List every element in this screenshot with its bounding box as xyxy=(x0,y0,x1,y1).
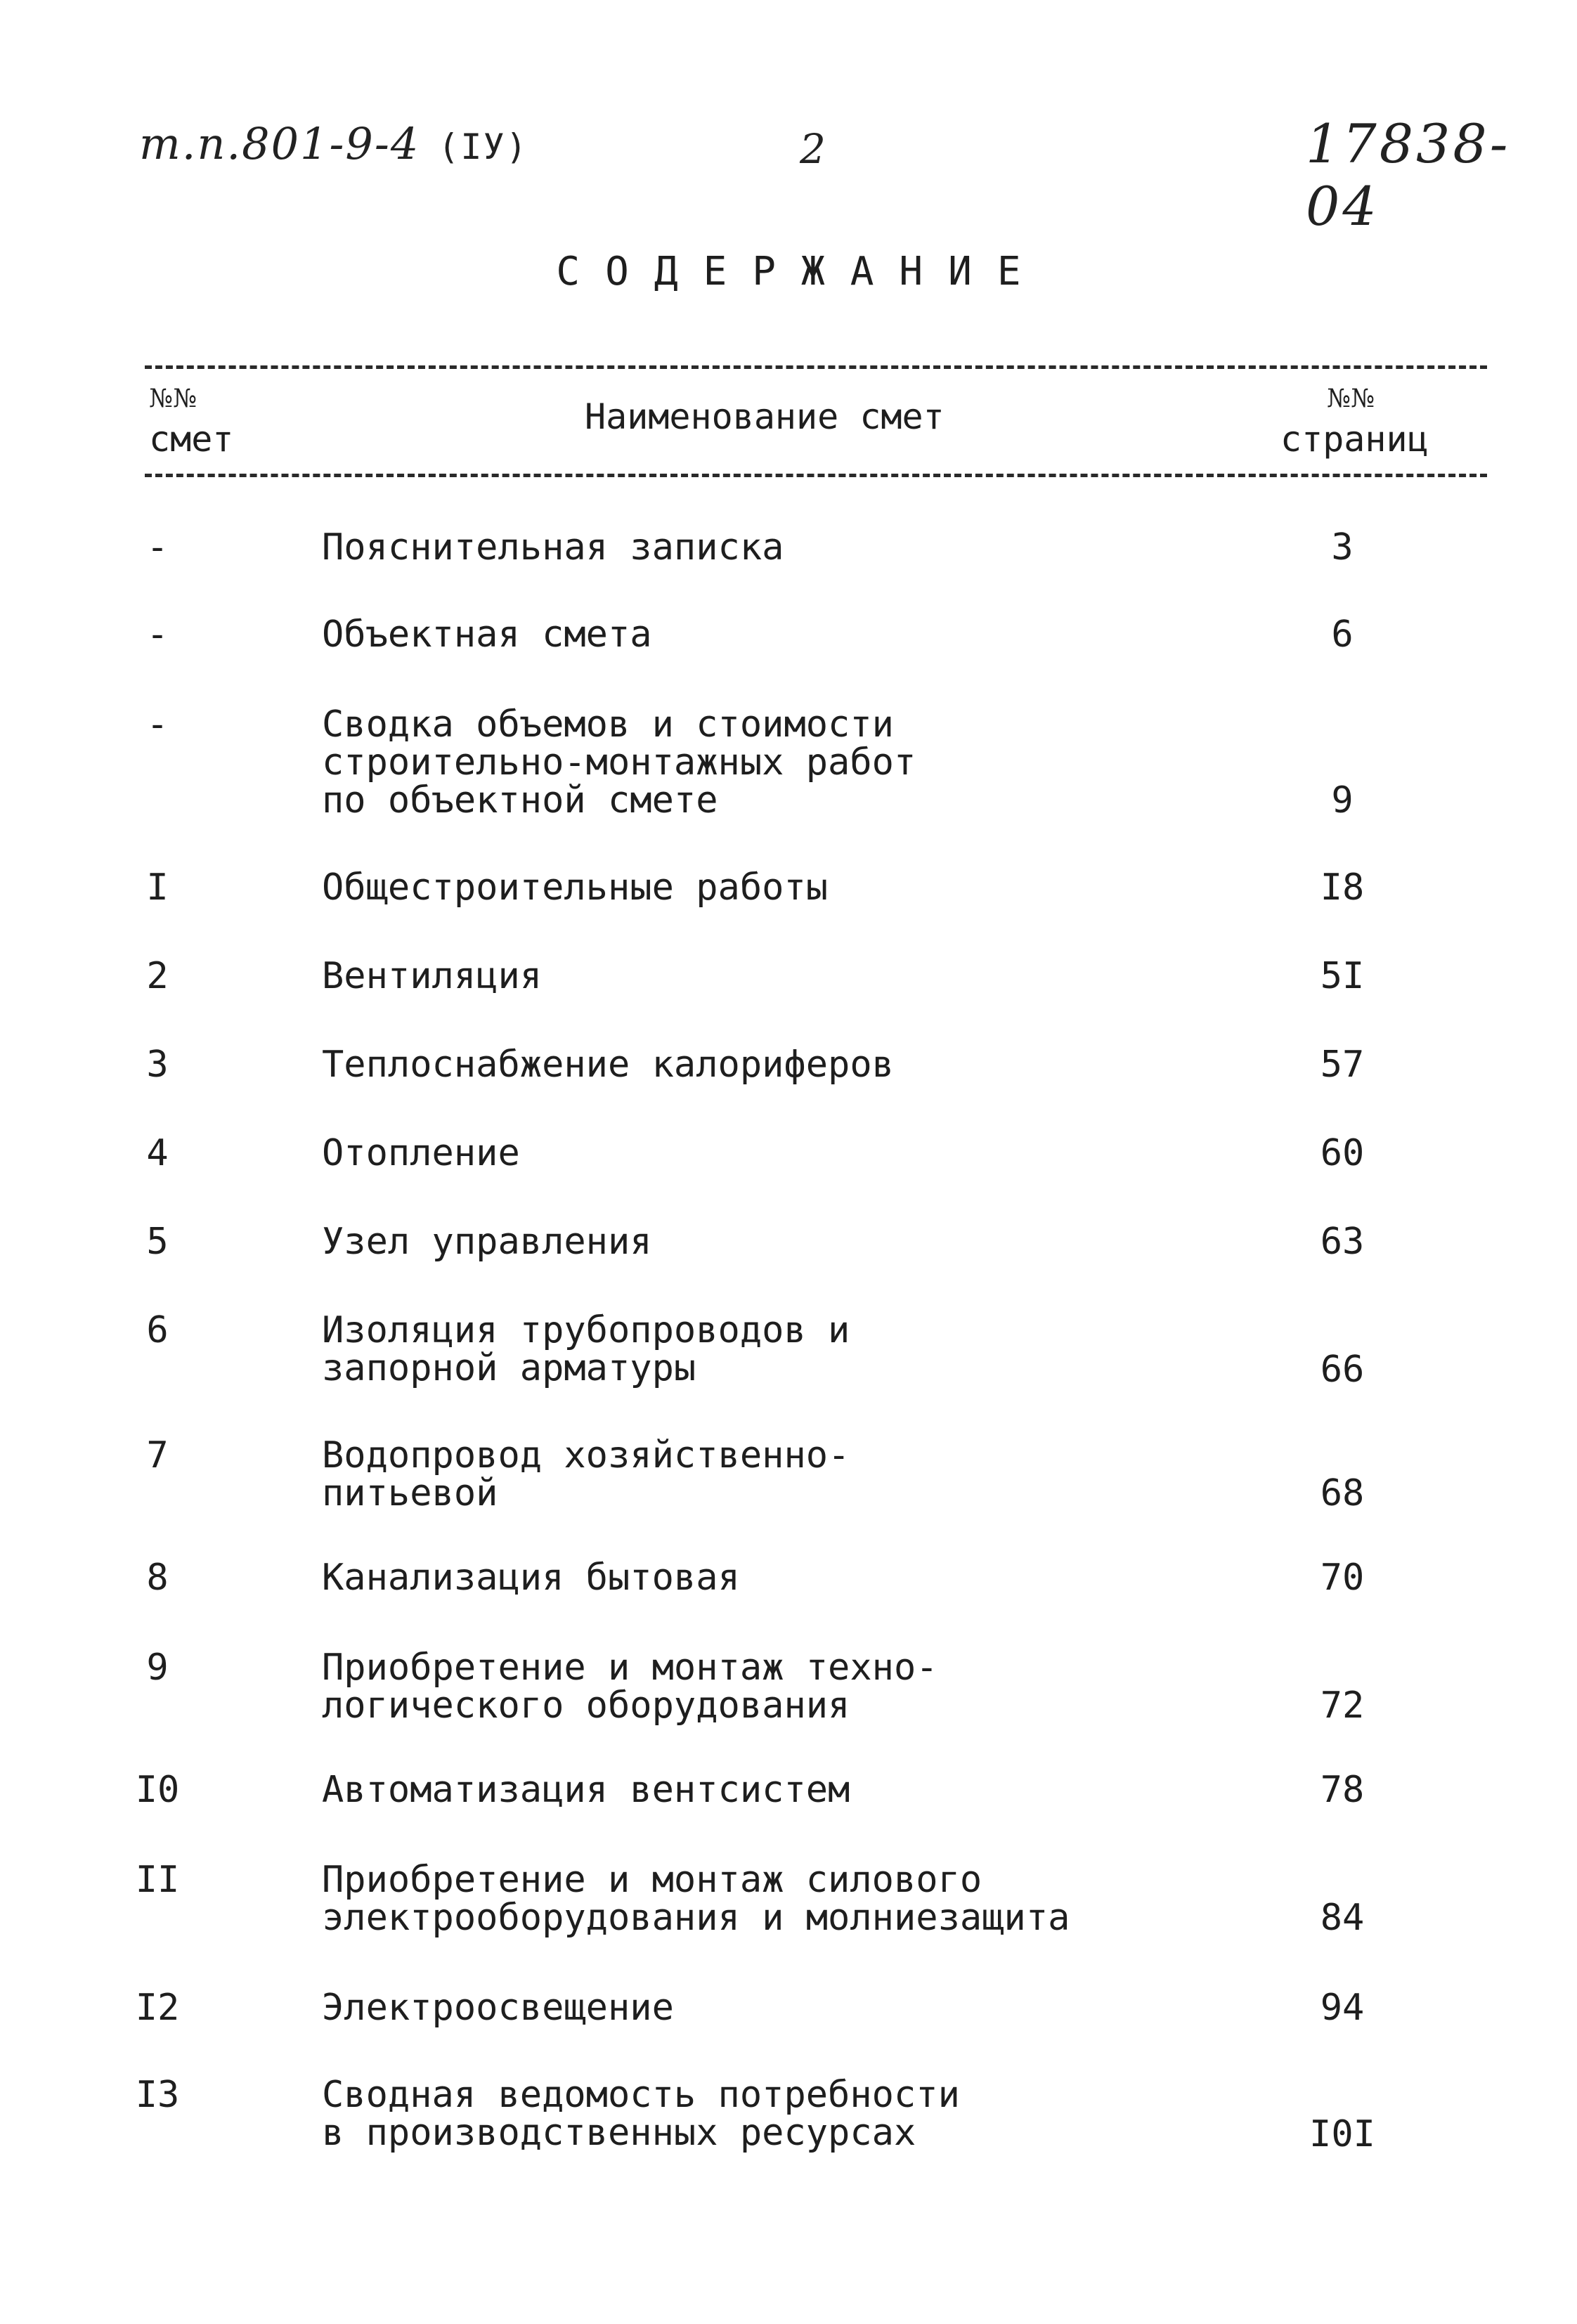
row-number: 2 xyxy=(146,955,169,997)
row-name: Водопровод хозяйственно- питьевой xyxy=(322,1434,850,1514)
row-name: Узел управления xyxy=(322,1221,652,1263)
row-page: I0I xyxy=(1309,2113,1375,2155)
row-name: Автоматизация вентсистем xyxy=(322,1769,850,1811)
row-page: 5I xyxy=(1320,955,1365,997)
row-name: Отопление xyxy=(322,1132,520,1174)
row-number: - xyxy=(146,703,169,746)
row-number: 4 xyxy=(146,1132,169,1174)
column-header-page-sign: №№ xyxy=(1327,384,1375,413)
row-page: 9 xyxy=(1331,779,1354,822)
row-number: 8 xyxy=(146,1557,169,1599)
row-page: 78 xyxy=(1320,1769,1365,1811)
row-page: 84 xyxy=(1320,1897,1365,1939)
row-name: Приобретение и монтаж техно- логического оборудования xyxy=(322,1647,938,1727)
row-page: 60 xyxy=(1320,1132,1365,1174)
row-page: I8 xyxy=(1320,866,1365,909)
row-page: 57 xyxy=(1320,1044,1365,1086)
row-name: Теплоснабжение калориферов xyxy=(322,1044,894,1086)
page-number: 2 xyxy=(800,125,826,173)
row-page: 63 xyxy=(1320,1221,1365,1263)
row-name: Изоляция трубопроводов и запорной арматуры xyxy=(322,1309,850,1389)
row-name: Сводка объемов и стоимости строительно-монтажных работ по объектной смете xyxy=(322,703,916,822)
document-code-suffix: (IУ) xyxy=(438,126,528,167)
row-number: 9 xyxy=(146,1647,169,1689)
row-number: 5 xyxy=(146,1221,169,1263)
column-header-page: страниц xyxy=(1280,419,1429,460)
row-name: Общестроительные работы xyxy=(322,866,829,909)
document-code xyxy=(139,118,528,169)
row-page: 6 xyxy=(1331,614,1354,656)
row-number: I xyxy=(146,866,169,909)
row-page: 72 xyxy=(1320,1684,1365,1727)
row-number: - xyxy=(146,526,169,569)
reference-number: 17838-04 xyxy=(1306,112,1511,238)
row-name: Сводная ведомость потребности в производственных ресурсах xyxy=(322,2074,960,2154)
row-number: I2 xyxy=(135,1987,180,2029)
row-page: 70 xyxy=(1320,1557,1365,1599)
table-header-divider xyxy=(145,474,1487,477)
row-name: Объектная смета xyxy=(322,614,652,656)
row-number: I0 xyxy=(135,1769,180,1811)
column-header-number: смет xyxy=(149,419,234,460)
row-number: 7 xyxy=(146,1434,169,1476)
page-title: СОДЕРЖАНИЕ xyxy=(556,249,1046,294)
row-page: 66 xyxy=(1320,1349,1365,1391)
document-code-text: т.п.801-9-4 xyxy=(139,118,420,169)
row-page: 68 xyxy=(1320,1472,1365,1514)
row-number: II xyxy=(135,1859,180,1901)
row-page: 94 xyxy=(1320,1987,1365,2029)
row-number: 6 xyxy=(146,1309,169,1351)
row-number: 3 xyxy=(146,1044,169,1086)
column-header-number-sign: №№ xyxy=(149,384,197,413)
row-name: Электроосвещение xyxy=(322,1987,674,2029)
row-name: Пояснительная записка xyxy=(322,526,784,569)
column-header-name: Наименование смет xyxy=(585,396,945,437)
row-name: Канализация бытовая xyxy=(322,1557,740,1599)
table-top-divider xyxy=(145,365,1487,369)
row-number: - xyxy=(146,614,169,656)
row-page: 3 xyxy=(1331,526,1354,569)
row-name: Вентиляция xyxy=(322,955,543,997)
row-name: Приобретение и монтаж силового электрооборудования и молниезащита xyxy=(322,1859,1070,1939)
row-number: I3 xyxy=(135,2074,180,2116)
